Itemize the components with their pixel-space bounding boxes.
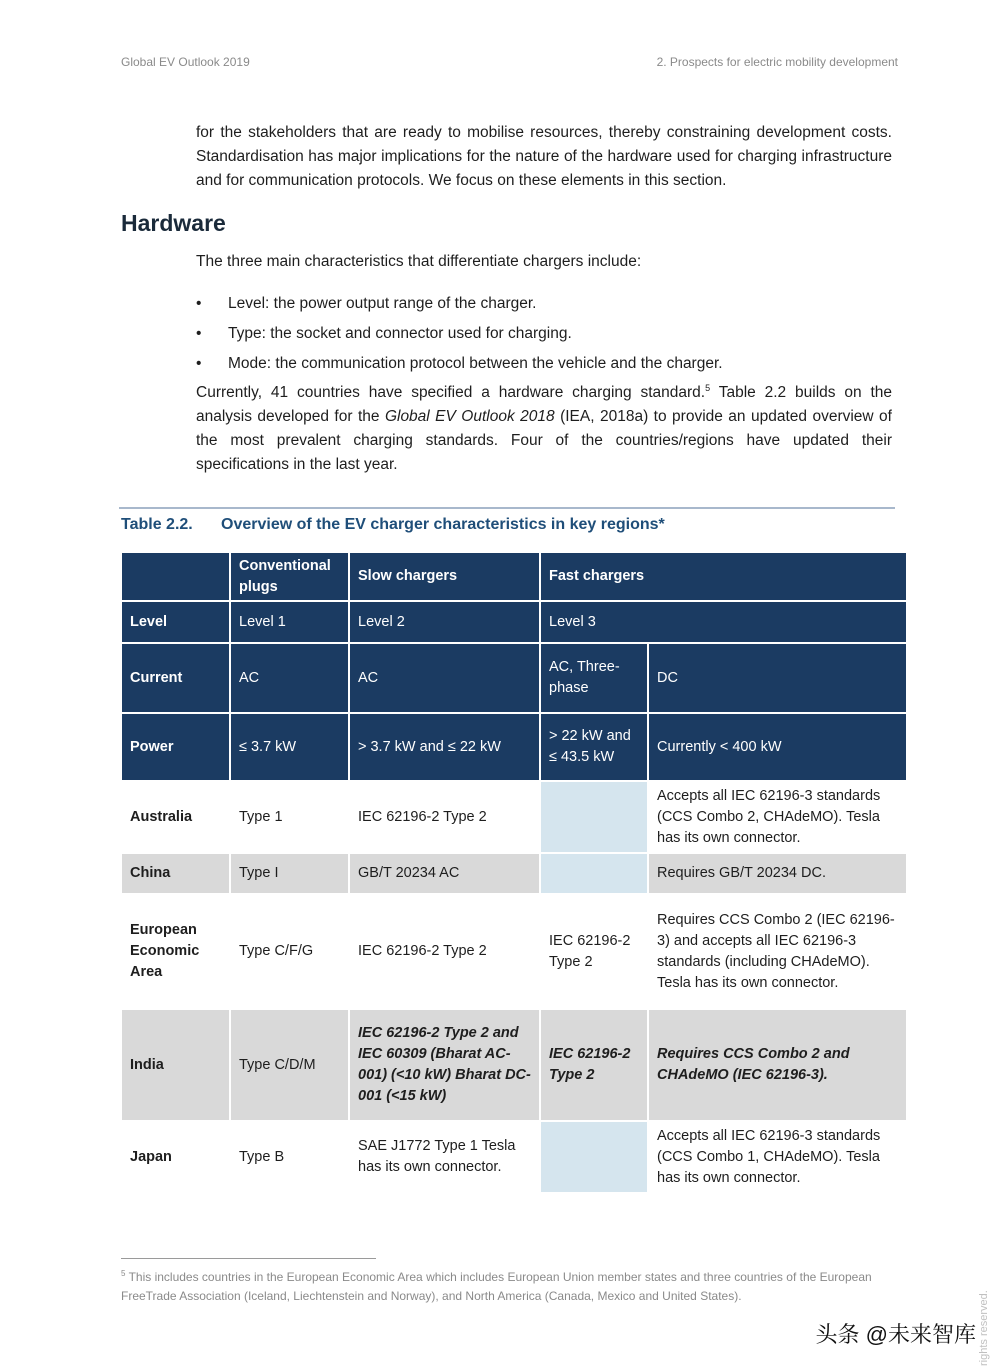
row-label: Current (121, 643, 230, 713)
table-cell: > 22 kW and ≤ 43.5 kW (540, 713, 648, 781)
row-label: Level (121, 601, 230, 643)
table-row (121, 1121, 907, 1193)
header-conventional: Conventional plugs (230, 552, 349, 601)
table-cell: AC (349, 643, 540, 713)
section-title-hardware: Hardware (121, 210, 226, 236)
table-cell: Type I (230, 853, 349, 894)
table-row (121, 781, 907, 853)
table-cell: Type B (230, 1121, 349, 1193)
table-cell: Type C/D/M (230, 1009, 349, 1121)
list-item (196, 292, 723, 322)
table-number: Table 2.2. (121, 516, 193, 533)
list-item-text: Type: the socket and connector used for charging. (228, 325, 572, 342)
table-cell: Level 3 (540, 601, 907, 643)
running-header-right: 2. Prospects for electric mobility development (656, 55, 898, 69)
table-cell: IEC 62196-2 Type 2 and IEC 60309 (Bharat AC-001) (<10 kW) Bharat DC-001 (<15 kW) (349, 1009, 540, 1121)
table-cell (540, 781, 648, 853)
region-label: Australia (121, 781, 230, 853)
region-label: China (121, 853, 230, 894)
region-label: India (121, 1009, 230, 1121)
bullet-icon: • (196, 355, 202, 372)
table-cell: Currently < 400 kW (648, 713, 907, 781)
table-cell: AC, Three-phase (540, 643, 648, 713)
table-cell: ≤ 3.7 kW (230, 713, 349, 781)
header-blank (121, 552, 230, 601)
table-title: Overview of the EV charger characteristics in key regions* (221, 516, 665, 533)
table-cell: Level 2 (349, 601, 540, 643)
bullet-icon: • (196, 295, 202, 312)
table-cell: Type 1 (230, 781, 349, 853)
footnote-ref[interactable]: 5 (705, 382, 711, 393)
table-header-row (121, 552, 907, 601)
currently-paragraph (196, 381, 892, 477)
table-cell: DC (648, 643, 907, 713)
table-cell: IEC 62196-2 Type 2 (349, 894, 540, 1009)
list-item (196, 352, 723, 382)
bullet-icon: • (196, 325, 202, 342)
list-item (196, 322, 723, 352)
table-row (121, 1009, 907, 1121)
row-label: Power (121, 713, 230, 781)
table-cell: IEC 62196-2 Type 2 (349, 781, 540, 853)
table-cell: Accepts all IEC 62196-3 standards (CCS Combo 2, CHAdeMO). Tesla has its own connector. (648, 781, 907, 853)
hardware-lead: The three main characteristics that differentiate chargers include: (196, 253, 642, 270)
text-segment: Table 2.2 builds on the analysis developed for the (196, 384, 892, 425)
footnote-rule (121, 1258, 376, 1259)
footnote-number: 5 (121, 1269, 126, 1278)
watermark: 头条 @未来智库 (815, 1322, 976, 1347)
table-cell: IEC 62196-2 Type 2 (540, 894, 648, 1009)
header-slow: Slow chargers (349, 552, 540, 601)
list-item-text: Level: the power output range of the charger. (228, 295, 537, 312)
running-header-left: Global EV Outlook 2019 (121, 55, 250, 69)
list-item-text: Mode: the communication protocol between the vehicle and the charger. (228, 355, 723, 372)
region-label: European Economic Area (121, 894, 230, 1009)
table-row (121, 713, 907, 781)
text-segment: (IEA, 2018a) to provide an updated overview of the most prevalent charging standards. Four of the countries/regions have updated their specifications in the last year. (196, 408, 892, 473)
table-top-rule (119, 507, 895, 509)
charger-table (120, 551, 908, 1194)
table-row (121, 853, 907, 894)
region-label: Japan (121, 1121, 230, 1193)
table-cell (540, 853, 648, 894)
text-segment: Currently, 41 countries have specified a hardware charging standard. (196, 384, 706, 401)
table-row (121, 643, 907, 713)
table-cell: Accepts all IEC 62196-3 standards (CCS Combo 1, CHAdeMO). Tesla has its own connector. (648, 1121, 907, 1193)
table-cell: IEC 62196-2 Type 2 (540, 1009, 648, 1121)
intro-paragraph: for the stakeholders that are ready to mobilise resources, thereby constraining development costs. Standardisation has major implications for the nature of the hardware used for charging infrastructure and for communication protocols. We focus on these elements in this section. (196, 124, 892, 189)
footnote-text: This includes countries in the European Economic Area which includes European Union member states and three countries of the European FreeTrade Association (Iceland, Liechtenstein and Norway), and North America (Canada, Mexico and United States). (121, 1270, 872, 1303)
table-cell: Requires CCS Combo 2 and CHAdeMO (IEC 62196-3). (648, 1009, 907, 1121)
table-cell: GB/T 20234 AC (349, 853, 540, 894)
table-cell: > 3.7 kW and ≤ 22 kW (349, 713, 540, 781)
table-cell: Requires GB/T 20234 DC. (648, 853, 907, 894)
footnote (121, 1268, 901, 1306)
side-rights-note: rights reserved. (978, 1290, 990, 1366)
table-row (121, 601, 907, 643)
publication-title: Global EV Outlook 2018 (384, 408, 555, 425)
table-cell: SAE J1772 Type 1 Tesla has its own connector. (349, 1121, 540, 1193)
table-cell (540, 1121, 648, 1193)
table-row (121, 894, 907, 1009)
table-cell: Level 1 (230, 601, 349, 643)
characteristics-list (196, 292, 723, 382)
table-cell: Type C/F/G (230, 894, 349, 1009)
header-fast: Fast chargers (540, 552, 907, 601)
table-cell: Requires CCS Combo 2 (IEC 62196-3) and accepts all IEC 62196-3 standards (including CHAdeMO). Tesla has its own connector. (648, 894, 907, 1009)
table-cell: AC (230, 643, 349, 713)
table-caption (121, 516, 665, 534)
